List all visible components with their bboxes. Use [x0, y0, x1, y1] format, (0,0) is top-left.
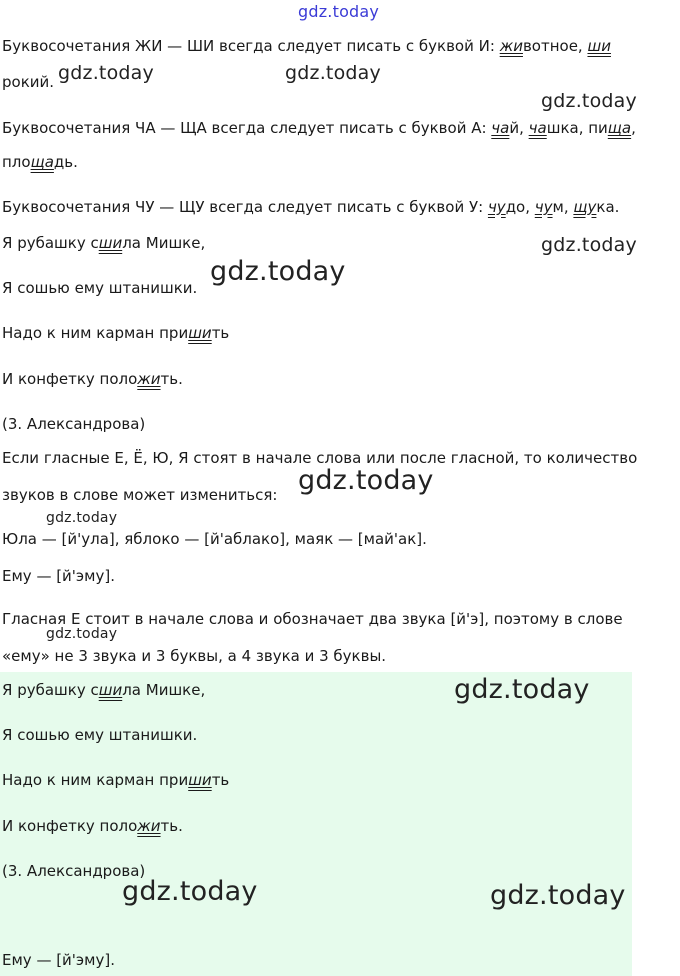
poem-author: (3. Александрова)	[2, 415, 146, 433]
emu-transcription: Ему — [й'эму].	[2, 567, 115, 585]
watermark: gdz.today	[285, 62, 381, 84]
rule-zhi-shi: Буквосочетания ЖИ — ШИ всегда следует писать с буквой И: животное, ши	[2, 37, 611, 55]
watermark: gdz.today	[210, 256, 346, 287]
watermark: gdz.today	[454, 674, 590, 705]
answer-emu-transcription: Ему — [й'эму].	[2, 951, 115, 969]
watermark: gdz.today	[46, 510, 118, 526]
watermark: gdz.today	[58, 62, 154, 84]
answer-poem-line-4: И конфетку положить.	[2, 817, 183, 835]
e-rule-line-2: «ему» не 3 звука и 3 буквы, а 4 звука и 3 буквы.	[2, 647, 387, 665]
rule-cha-sha: Буквосочетания ЧА — ЩА всегда следует писать с буквой А: чай, чашка, пища,	[2, 119, 636, 137]
watermark-top: gdz.today	[298, 2, 380, 21]
watermark: gdz.today	[122, 876, 258, 907]
answer-poem-line-2: Я сошью ему штанишки.	[2, 726, 198, 744]
answer-poem-author: (3. Александрова)	[2, 862, 146, 880]
vowels-rule-line-2: звуков в слове может измениться:	[2, 486, 278, 504]
vowels-examples: Юла — [й'ула], яблоко — [й'аблако], маяк — [май'ак].	[2, 530, 427, 548]
e-rule-line-1: Гласная Е стоит в начале слова и обозначает два звука [й'э], поэтому в слове	[2, 610, 623, 628]
rule-zhi-shi-cont: рокий.	[2, 73, 55, 91]
watermark: gdz.today	[298, 465, 434, 496]
answer-poem-line-3: Надо к ним карман пришить	[2, 771, 230, 789]
rule-chu-shu: Буквосочетания ЧУ — ЩУ всегда следует писать с буквой У: чудо, чум, щука.	[2, 198, 620, 216]
poem-line-2: Я сошью ему штанишки.	[2, 279, 198, 297]
poem-line-3: Надо к ним карман пришить	[2, 324, 230, 342]
poem-line-1: Я рубашку сшила Мишке,	[2, 234, 206, 252]
watermark: gdz.today	[541, 90, 637, 112]
rule-cha-sha-cont: площадь.	[2, 153, 78, 171]
poem-line-4: И конфетку положить.	[2, 370, 183, 388]
answer-poem-line-1: Я рубашку сшила Мишке,	[2, 681, 206, 699]
watermark: gdz.today	[490, 880, 626, 911]
watermark: gdz.today	[541, 234, 637, 256]
vowels-rule-line-1: Если гласные Е, Ё, Ю, Я стоят в начале слова или после гласной, то количество	[2, 449, 638, 467]
watermark: gdz.today	[46, 626, 118, 642]
